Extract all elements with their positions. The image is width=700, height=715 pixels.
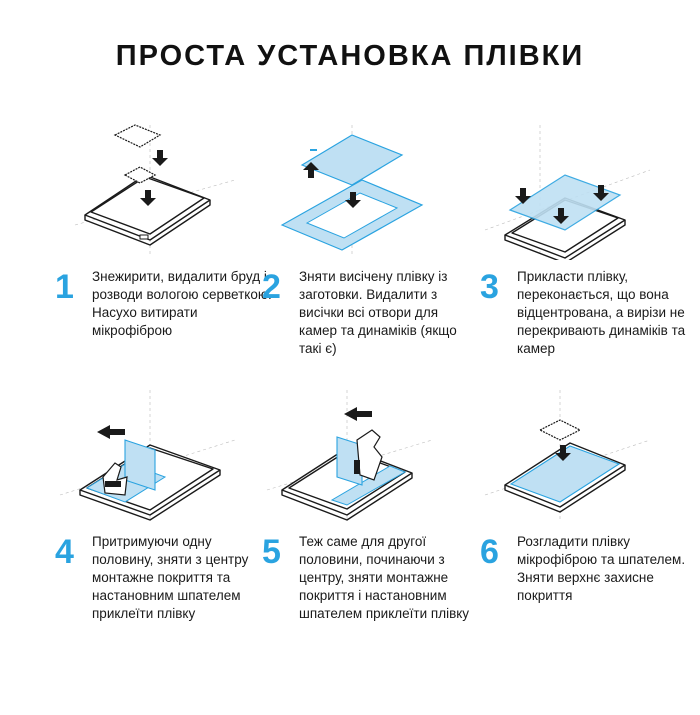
cloth-wipe-phone-icon: [55, 120, 270, 260]
peel-right-half-icon: [262, 385, 477, 525]
step-6: [480, 385, 695, 715]
peel-left-half-icon: [55, 385, 270, 525]
cloth-smooth-film-icon: [480, 385, 695, 525]
step-text: Притримуючи одну половину, зняти з центру монтажне покриття та настановним шпателем приклеїти плівку: [92, 534, 249, 621]
step-number: 4: [55, 533, 74, 571]
step-4: [55, 385, 270, 715]
step-number: 6: [480, 533, 499, 571]
step-text: Прикласти плівку, переконається, що вона відцентрована, а вирізи не перекривають динаміків та камер: [517, 269, 686, 356]
step-text: Розгладити плівку мікрофіброю та шпателем. Зняти верхнє захисне покриття: [517, 534, 686, 603]
step-text: Зняти висічену плівку із заготовки. Видалити з висічки всі отвори для камер та динаміків (якщо такі є): [299, 269, 457, 356]
film-from-blank-icon: [262, 120, 477, 260]
step-number: 1: [55, 268, 74, 306]
step-number: 3: [480, 268, 499, 306]
film-align-phone-icon: [480, 120, 695, 260]
step-number: 5: [262, 533, 281, 571]
step-number: 2: [262, 268, 281, 306]
page-title: ПРОСТА УСТАНОВКА ПЛІВКИ: [115, 40, 585, 72]
step-5: [262, 385, 477, 715]
step-text: Знежирити, видалити бруд і розводи вологою серветкою. Насухо витирати мікрофіброю: [92, 269, 272, 338]
step-text: Теж саме для другої половини, починаючи з центру, зняти монтажне покриття і настановним шпателем приклеїти плівку: [299, 534, 470, 621]
